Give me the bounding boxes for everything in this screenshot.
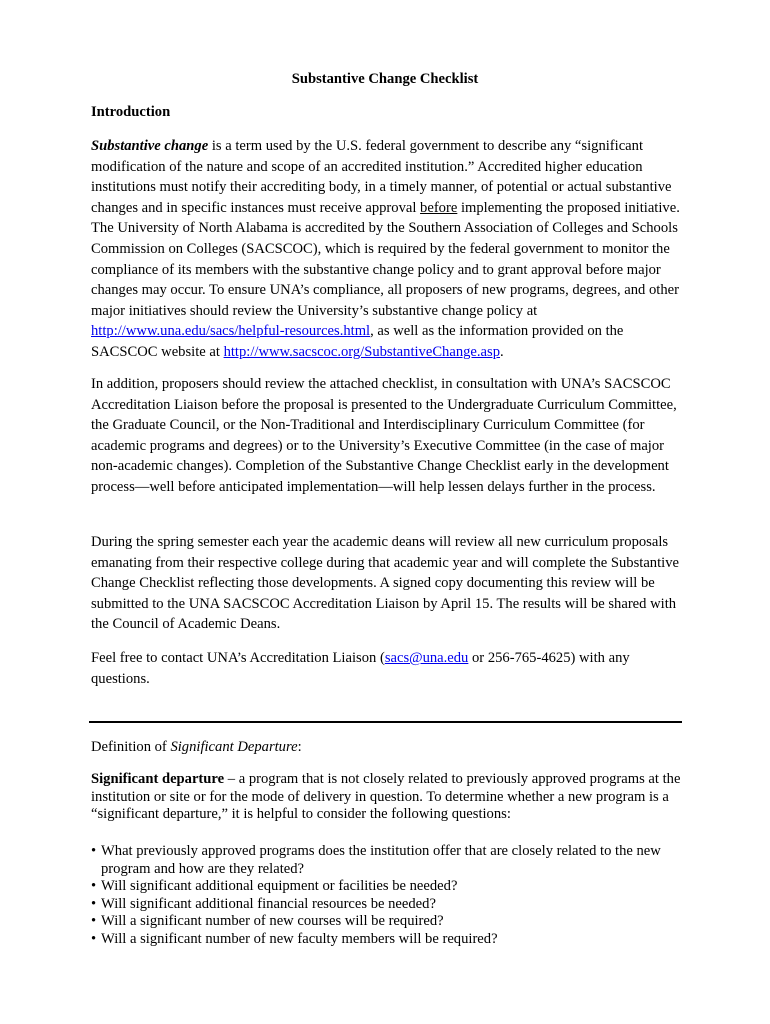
list-item: • Will significant additional equipment or facilities be needed?	[91, 878, 458, 895]
before-underlined: before	[420, 199, 458, 216]
review-paragraph: In addition, proposers should review the attached checklist, in consultation with UNA’s SACSCOC Accreditation Liaison before the proposal is presented to the Undergraduate Curriculum Committee, the Graduate Council, or the Non-Traditional and Interdisciplinary Curriculum Committee (for academic programs and degrees) or to the University’s Executive Committee (in the case of major non-academic changes). Completion of the Substantive Change Checklist early in the development process—well before anticipated implementation—will help lessen delays further in the process.	[91, 376, 677, 495]
bullet-icon: •	[91, 843, 97, 859]
email-link[interactable]: sacs@una.edu	[384, 650, 469, 666]
spring-semester-paragraph: During the spring semester each year the academic deans will review all new curriculum proposals emanating from their respective college during that academic year and will complete the Substantive Change Checklist reflecting those developments. A signed copy documenting this review will be submitted to the UNA SACSCOC Accreditation Liaison by April 15. The results will be shared with the Council of Academic Deans.	[91, 534, 679, 633]
list-item: • Will a significant number of new courses will be required?	[91, 913, 444, 930]
bullet-icon: •	[91, 895, 97, 912]
intro-paragraph: Substantive change is a term used by the U.S. federal government to describe any “significant modification of the nature and scope of an accredited institution.” Accredited higher education institutions must notify their accrediting body, in a timely manner, of potential or actual substantive changes and in specific instances must receive approval before implementing the proposed initiative. The University of North Alabama is accredited by the Southern Association of Colleges and Schools Commission on Colleges (SACSCOC), which is required by the federal government to monitor the compliance of its members with the substantive change policy and to grant approval before major changes may occur. To ensure UNA’s compliance, all proposers of new programs, degrees, and other major initiatives should review the University’s substantive change policy at http://www.una.edu/sacs/helpful-resources.html, as well as the information provided on the SACSCOC website at http://www.sacscoc.org/SubstantiveChange.asp.	[91, 138, 680, 360]
list-item: • Will significant additional financial resources be needed?	[91, 895, 436, 912]
bullet-icon: •	[91, 930, 97, 947]
list-item: • What previously approved programs does the institution offer that are closely related to the new program and how are they related?	[91, 843, 661, 877]
introduction-heading: Introduction	[91, 104, 171, 120]
bullet-icon: •	[91, 913, 97, 930]
substantive-change-term: Substantive change	[91, 138, 209, 154]
una-policy-link[interactable]: http://www.una.edu/sacs/helpful-resources.html	[91, 323, 371, 340]
list-item: • Will a significant number of new faculty members will be required?	[91, 930, 498, 947]
significant-departure-paragraph: Significant departure – a program that is not closely related to previously approved programs at the institution or site or for the mode of delivery in question. To determine whether a new program is a “significant departure,” it is helpful to consider the following questions:	[91, 771, 681, 823]
section-divider	[89, 721, 682, 723]
significant-departure-term: Significant departure	[91, 771, 225, 787]
contact-paragraph: Feel free to contact UNA’s Accreditation Liaison (sacs@una.edu or 256-765-4625) with any questions.	[91, 650, 630, 687]
page-title: Substantive Change Checklist	[291, 71, 479, 87]
bullet-icon: •	[91, 878, 97, 895]
sacscoc-link[interactable]: http://www.sacscoc.org/SubstantiveChange.asp	[223, 343, 501, 360]
definition-heading: Definition of Significant Departure:	[91, 739, 302, 755]
questions-list	[91, 843, 687, 949]
